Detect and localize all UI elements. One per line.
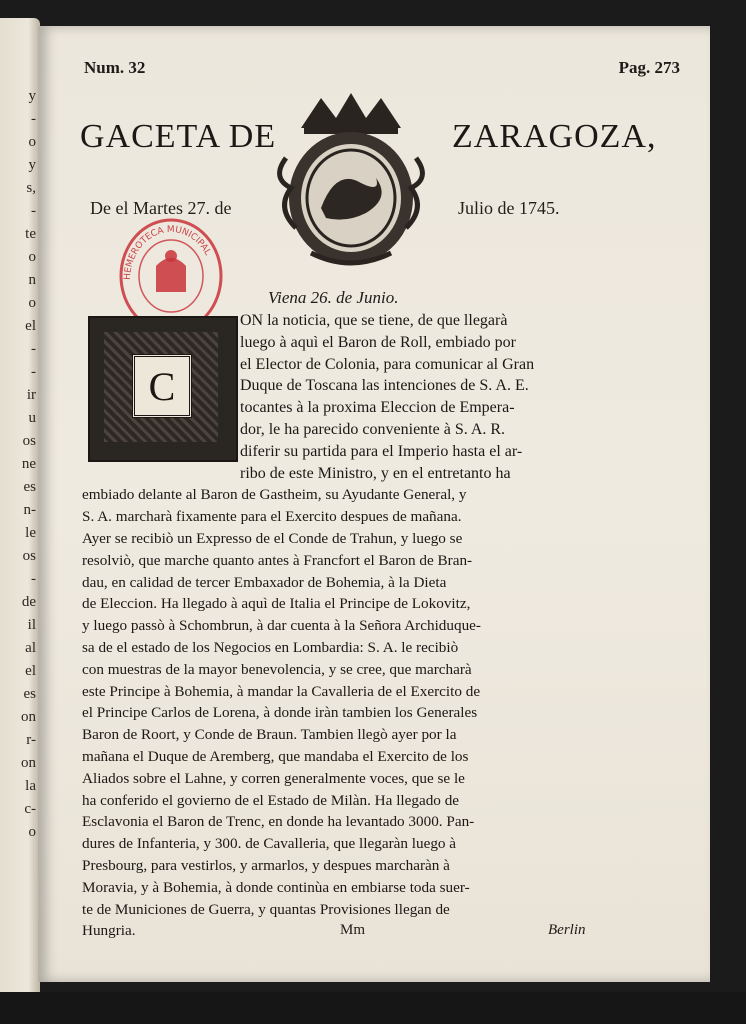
article-line: resolviò, que marche quanto antes à Francfort el Baron de Bran- xyxy=(82,551,473,569)
left-page-fragment: el xyxy=(25,318,36,334)
left-page-fragment: - xyxy=(31,364,36,380)
article-line: Aliados sobre el Lahne, y corren generalmente voces, que se le xyxy=(82,769,465,787)
left-page-fragment: o xyxy=(28,249,36,265)
date-weekday: De el Martes 27. de xyxy=(90,198,232,218)
left-page-fragment: ir xyxy=(26,387,36,403)
left-page-fragment: y xyxy=(28,88,36,104)
decorated-initial xyxy=(88,316,238,462)
background-bottom xyxy=(0,992,746,1024)
left-page-fragment: ne xyxy=(21,456,36,472)
left-page-fragment: os xyxy=(22,548,36,564)
left-page-fragment: es xyxy=(23,686,36,702)
catchword: Berlin xyxy=(548,922,586,938)
article-line: Ayer se recibiò un Expresso de el Conde de Trahun, y luego se xyxy=(82,530,463,547)
article-line: tocantes à la proxima Eleccion de Empera- xyxy=(240,399,515,417)
left-page-fragment: os xyxy=(22,433,36,449)
article-line: y luego passò à Schombrun, à dar cuenta à la Señora Archiduque- xyxy=(82,617,481,635)
left-page-fragment: u xyxy=(28,410,36,426)
article-line: sa de el estado de los Negocios en Lombardia: S. A. le recibiò xyxy=(82,639,459,656)
article-line: ha conferido el govierno de el Estado de Milàn. Ha llegado de xyxy=(82,791,460,809)
left-page-fragment: - xyxy=(31,203,36,219)
left-page-fragment: c- xyxy=(24,801,36,817)
left-page-fragment: on xyxy=(21,709,36,725)
article-dateline: Viena 26. de Junio. xyxy=(268,288,399,307)
article-line: ribo de este Ministro, y en el entretanto ha xyxy=(240,464,511,482)
article-line: dures de Infanteria, y 300. de Cavalleria, que llegaràn luego à xyxy=(82,835,457,853)
article-line: S. A. marcharà fixamente para el Exercito despues de mañana. xyxy=(82,508,462,526)
article-line: Presbourg, para vestirlos, y armarlos, y despues marcharàn à xyxy=(82,857,450,874)
article-line: este Principe à Bohemia, à mandar la Cavalleria de el Exercito de xyxy=(82,682,481,700)
coat-of-arms-icon xyxy=(266,88,436,268)
signature-mark: Mm xyxy=(340,922,366,938)
left-page-fragment: y xyxy=(28,157,36,173)
left-page-fragment: on xyxy=(21,755,36,771)
left-page-fragment: el xyxy=(25,663,36,679)
article-line: Duque de Toscana las intenciones de S. A. E. xyxy=(240,377,529,395)
article-line: ON la noticia, que se tiene, de que llegarà xyxy=(240,312,508,329)
article-line: Moravia, y à Bohemia, à donde continùa en embiarse toda suer- xyxy=(82,878,470,896)
article-line: de Eleccion. Ha llegado à aquì de Italia el Principe de Lokovitz, xyxy=(82,595,471,613)
article-line: dau, en calidad de tercer Embaxador de Bohemia, à la Dieta xyxy=(82,573,447,591)
issue-number: Num. 32 xyxy=(84,58,146,77)
left-page-fragment: n- xyxy=(23,502,36,518)
left-page-fragment: la xyxy=(25,778,36,794)
left-page-fragment: - xyxy=(31,341,36,357)
masthead-right: ZARAGOZA, xyxy=(452,118,657,155)
article-line: Esclavonia el Baron de Trenc, en donde ha levantado 3000. Pan- xyxy=(82,813,475,831)
article-line: Hungria. xyxy=(82,922,136,940)
left-page-fragment: o xyxy=(28,134,36,150)
article-line: mañana el Duque de Aremberg, que mandaba el Exercito de los xyxy=(82,748,469,765)
left-page-fragment: il xyxy=(27,617,36,633)
article-line: el Principe Carlos de Lorena, à donde iràn tambien los Generales xyxy=(82,704,478,722)
left-page-fragment: - xyxy=(31,111,36,127)
left-page-fragment: le xyxy=(25,525,36,541)
page-number: Pag. 273 xyxy=(618,58,680,77)
left-page-edge xyxy=(0,18,40,998)
left-page-fragment: o xyxy=(28,824,36,840)
article-line: el Elector de Colonia, para comunicar al Gran xyxy=(240,355,535,373)
left-page-fragment: r- xyxy=(26,732,36,748)
newspaper-page xyxy=(38,26,710,982)
masthead-left: GACETA DE xyxy=(80,118,277,155)
stamp-text: HEMEROTECA MUNICIPAL xyxy=(122,224,213,281)
left-page-fragment: al xyxy=(25,640,36,656)
article-line: diferir su partida para el Imperio hasta el ar- xyxy=(240,442,523,460)
article-line: dor, le ha parecido conveniente à S. A. R. xyxy=(240,421,506,438)
left-page-fragment: - xyxy=(31,571,36,587)
article-line: embiado delante al Baron de Gastheim, su Ayudante General, y xyxy=(82,486,467,504)
article-line: luego à aquì el Baron de Roll, embiado por xyxy=(240,333,516,351)
article-line: te de Municiones de Guerra, y quantas Provisiones llegan de xyxy=(82,900,450,918)
article-line: con muestras de la mayor benevolencia, y se cree, que marcharà xyxy=(82,660,472,678)
left-page-fragment: es xyxy=(23,479,36,495)
left-page-fragment: o xyxy=(28,295,36,311)
left-page-fragment: te xyxy=(25,226,36,242)
date-month-year: Julio de 1745. xyxy=(458,198,560,218)
initial-letter: C xyxy=(132,354,192,418)
left-page-fragment: de xyxy=(21,594,36,610)
article-line: Baron de Roort, y Conde de Braun. Tambien llegò ayer por la xyxy=(82,726,457,744)
left-page-fragment: n xyxy=(28,272,36,288)
left-page-fragment: s, xyxy=(26,180,36,196)
